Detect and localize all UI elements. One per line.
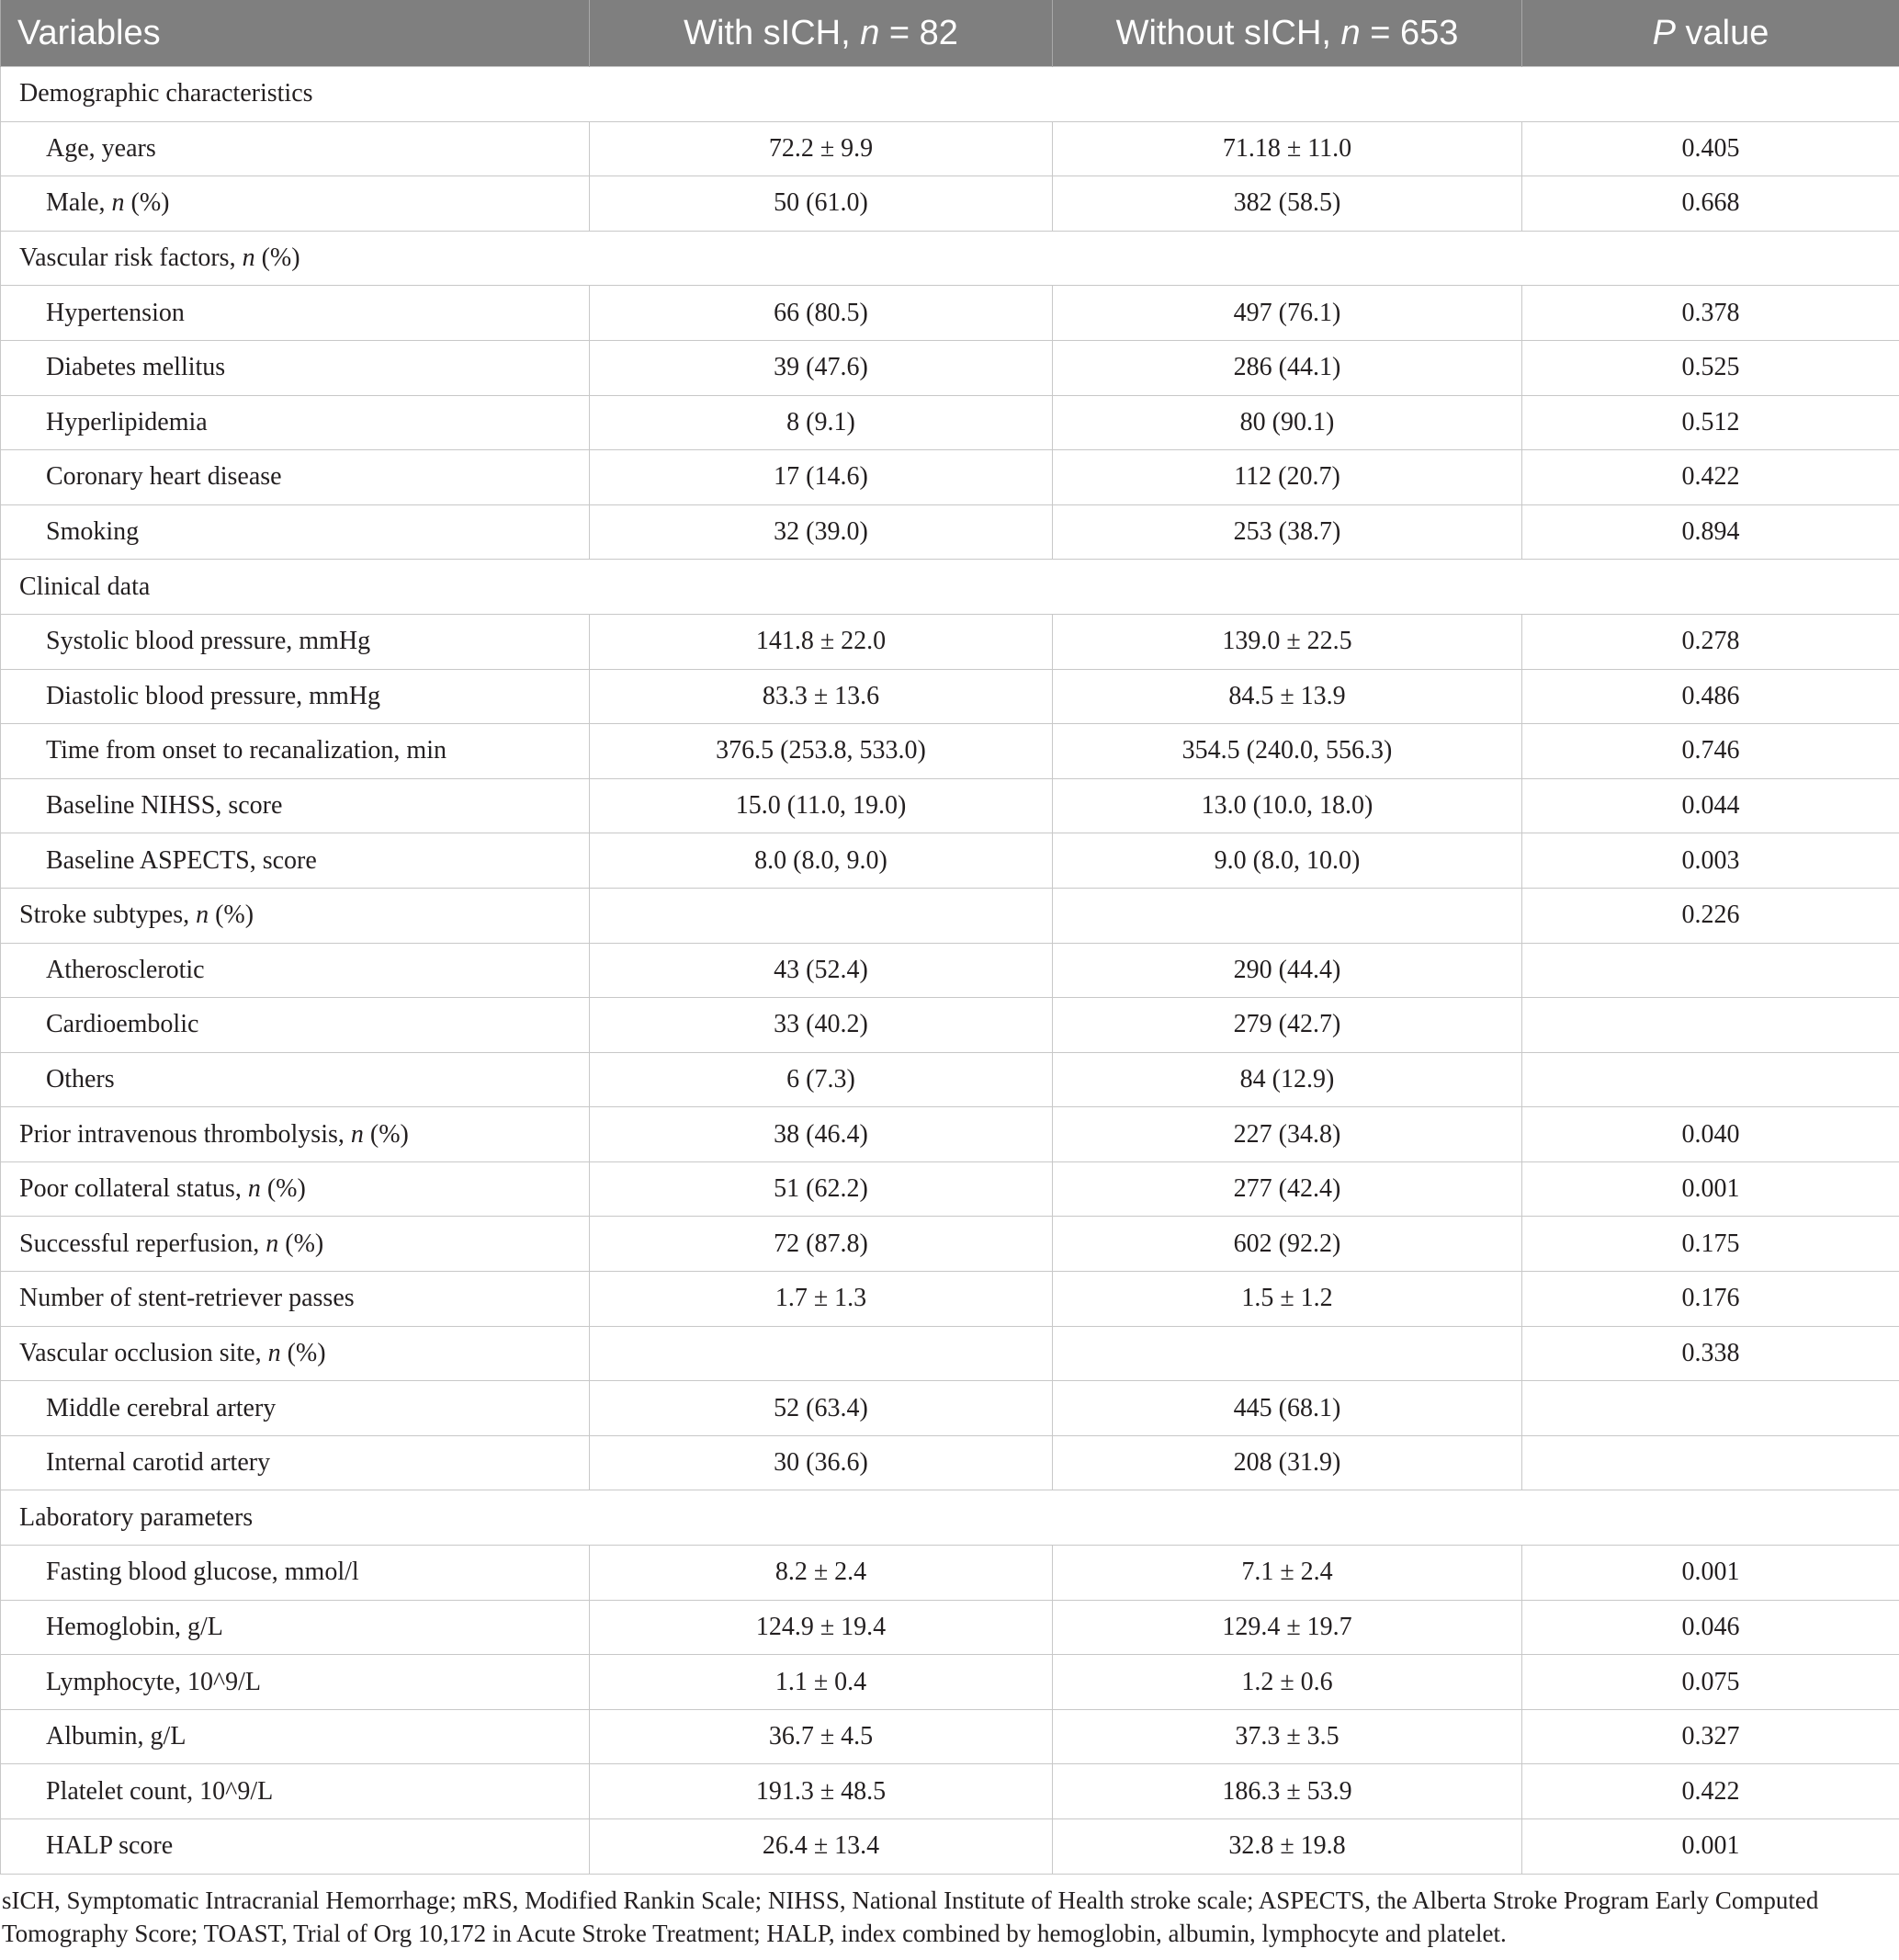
with-sich-value: 72 (87.8): [590, 1217, 1053, 1272]
table-body: [1, 67, 1899, 1875]
variable-label: Others: [1, 1052, 590, 1107]
table-row: [1, 340, 1899, 395]
p-value: 0.044: [1522, 778, 1899, 833]
without-sich-value: 253 (38.7): [1053, 504, 1522, 560]
n-symbol: n: [111, 188, 125, 218]
p-value: 0.226: [1522, 888, 1899, 943]
without-sich-value: 80 (90.1): [1053, 395, 1522, 450]
with-sich-value: 15.0 (11.0, 19.0): [590, 778, 1053, 833]
with-sich-value: 8 (9.1): [590, 395, 1053, 450]
table-row: [1, 1709, 1899, 1764]
p-value: 0.894: [1522, 504, 1899, 560]
p-value: 0.175: [1522, 1217, 1899, 1272]
table-row: [1, 1052, 1899, 1107]
p-value: 0.075: [1522, 1655, 1899, 1710]
p-value: 0.525: [1522, 340, 1899, 395]
with-sich-value: 33 (40.2): [590, 998, 1053, 1053]
with-sich-value: 26.4 ± 13.4: [590, 1819, 1053, 1875]
with-sich-value: 124.9 ± 19.4: [590, 1600, 1053, 1655]
table-row: [1, 176, 1899, 232]
header-with-n-symbol: n: [860, 13, 880, 52]
without-sich-value: 186.3 ± 53.9: [1053, 1764, 1522, 1819]
without-sich-value: 32.8 ± 19.8: [1053, 1819, 1522, 1875]
header-with-n-value: = 82: [879, 13, 958, 52]
with-sich-value: 52 (63.4): [590, 1381, 1053, 1436]
header-variables: Variables: [1, 0, 590, 67]
section-label: Laboratory parameters: [1, 1490, 1899, 1546]
n-symbol: n: [266, 1229, 279, 1258]
variable-label: Fasting blood glucose, mmol/l: [1, 1546, 590, 1601]
table-row: [1, 395, 1899, 450]
with-sich-value: 8.2 ± 2.4: [590, 1546, 1053, 1601]
without-sich-value: [1053, 1326, 1522, 1381]
without-sich-value: 497 (76.1): [1053, 286, 1522, 341]
without-sich-value: 112 (20.7): [1053, 450, 1522, 505]
variable-label-text: Male,: [46, 188, 112, 218]
variable-label: Number of stent-retriever passes: [1, 1272, 590, 1327]
variable-label: Systolic blood pressure, mmHg: [1, 614, 590, 669]
table-row: [1, 778, 1899, 833]
p-value: 0.040: [1522, 1107, 1899, 1162]
p-value: [1522, 1052, 1899, 1107]
variable-label: Hemoglobin, g/L: [1, 1600, 590, 1655]
with-sich-value: 1.1 ± 0.4: [590, 1655, 1053, 1710]
table-row: [1, 1819, 1899, 1875]
header-p-symbol: P: [1652, 13, 1676, 52]
variable-label: [1, 1161, 590, 1217]
table-row: [1, 1326, 1899, 1381]
variable-label-unit: (%): [124, 188, 170, 218]
with-sich-value: [590, 888, 1053, 943]
table-row: [1, 833, 1899, 889]
with-sich-value: 72.2 ± 9.9: [590, 121, 1053, 176]
table-row: [1, 1217, 1899, 1272]
p-value: 0.746: [1522, 724, 1899, 779]
table-row: [1, 286, 1899, 341]
table-row: [1, 1546, 1899, 1601]
variable-label: [1, 176, 590, 232]
without-sich-value: 84.5 ± 13.9: [1053, 669, 1522, 724]
table-row: [1, 1655, 1899, 1710]
with-sich-value: 17 (14.6): [590, 450, 1053, 505]
without-sich-value: 290 (44.4): [1053, 943, 1522, 998]
with-sich-value: 6 (7.3): [590, 1052, 1053, 1107]
with-sich-value: 66 (80.5): [590, 286, 1053, 341]
header-without-sich: [1053, 0, 1522, 67]
without-sich-value: 277 (42.4): [1053, 1161, 1522, 1217]
table-row: [1, 1161, 1899, 1217]
table-section-row: [1, 67, 1899, 122]
table-row: [1, 1381, 1899, 1436]
table-row: [1, 1272, 1899, 1327]
variable-label: Cardioembolic: [1, 998, 590, 1053]
without-sich-value: 286 (44.1): [1053, 340, 1522, 395]
n-symbol: n: [242, 244, 255, 273]
section-label: Clinical data: [1, 560, 1899, 615]
variable-label: [1, 1107, 590, 1162]
p-value: 0.422: [1522, 1764, 1899, 1819]
table-section-row: [1, 560, 1899, 615]
table-row: [1, 669, 1899, 724]
variable-label: [1, 1217, 590, 1272]
without-sich-value: 129.4 ± 19.7: [1053, 1600, 1522, 1655]
variable-label: Smoking: [1, 504, 590, 560]
p-value: 0.046: [1522, 1600, 1899, 1655]
table-row: [1, 888, 1899, 943]
header-with-label: With sICH,: [684, 13, 861, 52]
without-sich-value: 7.1 ± 2.4: [1053, 1546, 1522, 1601]
without-sich-value: 382 (58.5): [1053, 176, 1522, 232]
p-value: 0.327: [1522, 1709, 1899, 1764]
with-sich-value: 39 (47.6): [590, 340, 1053, 395]
variable-label: Baseline NIHSS, score: [1, 778, 590, 833]
variable-label: Diastolic blood pressure, mmHg: [1, 669, 590, 724]
with-sich-value: 376.5 (253.8, 533.0): [590, 724, 1053, 779]
table-section-row: [1, 231, 1899, 286]
variable-label: Atherosclerotic: [1, 943, 590, 998]
variable-label: Middle cerebral artery: [1, 1381, 590, 1436]
variable-label: Age, years: [1, 121, 590, 176]
p-value: 0.003: [1522, 833, 1899, 889]
with-sich-value: 141.8 ± 22.0: [590, 614, 1053, 669]
with-sich-value: 191.3 ± 48.5: [590, 1764, 1053, 1819]
section-label: Demographic characteristics: [1, 67, 1899, 122]
variable-label-text: Vascular occlusion site,: [19, 1338, 268, 1367]
variable-label-unit: (%): [260, 1174, 306, 1204]
n-symbol: n: [247, 1174, 261, 1204]
header-without-n-value: = 653: [1360, 13, 1459, 52]
p-value: [1522, 1435, 1899, 1490]
table-header: [1, 0, 1899, 67]
p-value: [1522, 998, 1899, 1053]
header-p-value: [1522, 0, 1899, 67]
variable-label: Hyperlipidemia: [1, 395, 590, 450]
variable-label: Time from onset to recanalization, min: [1, 724, 590, 779]
without-sich-value: 1.2 ± 0.6: [1053, 1655, 1522, 1710]
without-sich-value: 139.0 ± 22.5: [1053, 614, 1522, 669]
p-value: 0.278: [1522, 614, 1899, 669]
table-row: [1, 450, 1899, 505]
variable-label-text: Successful reperfusion,: [19, 1229, 266, 1258]
table-row: [1, 504, 1899, 560]
n-symbol: n: [267, 1338, 281, 1367]
p-value: 0.176: [1522, 1272, 1899, 1327]
table-row: [1, 724, 1899, 779]
variable-label-text: Stroke subtypes,: [19, 901, 197, 930]
without-sich-value: 37.3 ± 3.5: [1053, 1709, 1522, 1764]
table-row: [1, 1600, 1899, 1655]
without-sich-value: 1.5 ± 1.2: [1053, 1272, 1522, 1327]
with-sich-value: 30 (36.6): [590, 1435, 1053, 1490]
table-row: [1, 1107, 1899, 1162]
with-sich-value: 36.7 ± 4.5: [590, 1709, 1053, 1764]
without-sich-value: 354.5 (240.0, 556.3): [1053, 724, 1522, 779]
table-row: [1, 998, 1899, 1053]
variable-label: Platelet count, 10^9/L: [1, 1764, 590, 1819]
with-sich-value: 50 (61.0): [590, 176, 1053, 232]
table-row: [1, 1764, 1899, 1819]
variable-label: HALP score: [1, 1819, 590, 1875]
without-sich-value: 13.0 (10.0, 18.0): [1053, 778, 1522, 833]
variable-label: [1, 1326, 590, 1381]
with-sich-value: 32 (39.0): [590, 504, 1053, 560]
table-footnote: sICH, Symptomatic Intracranial Hemorrhage; mRS, Modified Rankin Scale; NIHSS, National Institute of Health stroke scale; ASPECTS, the Alberta Stroke Program Early Computed Tomography Score; TOAST, Trial of Org 10,172 in Acute Stroke Treatment; HALP, index combined by hemoglobin, albumin, lymphocyte and platelet.: [2, 1886, 1819, 1947]
with-sich-value: 83.3 ± 13.6: [590, 669, 1053, 724]
variable-label: Internal carotid artery: [1, 1435, 590, 1490]
p-value: [1522, 1381, 1899, 1436]
without-sich-value: 71.18 ± 11.0: [1053, 121, 1522, 176]
variable-label-unit: (%): [254, 244, 300, 273]
variable-label-unit: (%): [363, 1119, 409, 1149]
p-value: 0.378: [1522, 286, 1899, 341]
n-symbol: n: [196, 901, 209, 930]
with-sich-value: 1.7 ± 1.3: [590, 1272, 1053, 1327]
without-sich-value: 9.0 (8.0, 10.0): [1053, 833, 1522, 889]
without-sich-value: 84 (12.9): [1053, 1052, 1522, 1107]
p-value: 0.405: [1522, 121, 1899, 176]
header-with-sich: [590, 0, 1053, 67]
without-sich-value: 208 (31.9): [1053, 1435, 1522, 1490]
with-sich-value: 38 (46.4): [590, 1107, 1053, 1162]
p-value: 0.422: [1522, 450, 1899, 505]
header-without-n-symbol: n: [1340, 13, 1361, 52]
without-sich-value: [1053, 888, 1522, 943]
variable-label-unit: (%): [209, 901, 254, 930]
p-value: 0.001: [1522, 1161, 1899, 1217]
p-value: 0.668: [1522, 176, 1899, 232]
variable-label: Hypertension: [1, 286, 590, 341]
variable-label-text: Poor collateral status,: [19, 1174, 248, 1204]
header-without-label: Without sICH,: [1115, 13, 1341, 52]
with-sich-value: 51 (62.2): [590, 1161, 1053, 1217]
n-symbol: n: [350, 1119, 364, 1149]
section-label: [1, 231, 1899, 286]
table-row: [1, 1435, 1899, 1490]
table-section-row: [1, 1490, 1899, 1546]
header-row: [1, 0, 1899, 67]
table-row: [1, 121, 1899, 176]
without-sich-value: 602 (92.2): [1053, 1217, 1522, 1272]
with-sich-value: [590, 1326, 1053, 1381]
table-row: [1, 614, 1899, 669]
variable-label-unit: (%): [280, 1338, 326, 1367]
variable-label-unit: (%): [278, 1229, 324, 1258]
without-sich-value: 279 (42.7): [1053, 998, 1522, 1053]
without-sich-value: 445 (68.1): [1053, 1381, 1522, 1436]
p-value: 0.338: [1522, 1326, 1899, 1381]
variable-label-text: Prior intravenous thrombolysis,: [19, 1119, 351, 1149]
variable-label: Lymphocyte, 10^9/L: [1, 1655, 590, 1710]
variable-label: Coronary heart disease: [1, 450, 590, 505]
variable-label: Albumin, g/L: [1, 1709, 590, 1764]
p-value: 0.486: [1522, 669, 1899, 724]
p-value: 0.001: [1522, 1546, 1899, 1601]
p-value: 0.001: [1522, 1819, 1899, 1875]
table-row: [1, 943, 1899, 998]
with-sich-value: 8.0 (8.0, 9.0): [590, 833, 1053, 889]
variable-label: Baseline ASPECTS, score: [1, 833, 590, 889]
variable-label: Diabetes mellitus: [1, 340, 590, 395]
with-sich-value: 43 (52.4): [590, 943, 1053, 998]
variable-label: [1, 888, 590, 943]
p-value: [1522, 943, 1899, 998]
header-p-label: value: [1675, 13, 1769, 52]
p-value: 0.512: [1522, 395, 1899, 450]
without-sich-value: 227 (34.8): [1053, 1107, 1522, 1162]
variable-label-text: Vascular risk factors,: [19, 244, 243, 273]
